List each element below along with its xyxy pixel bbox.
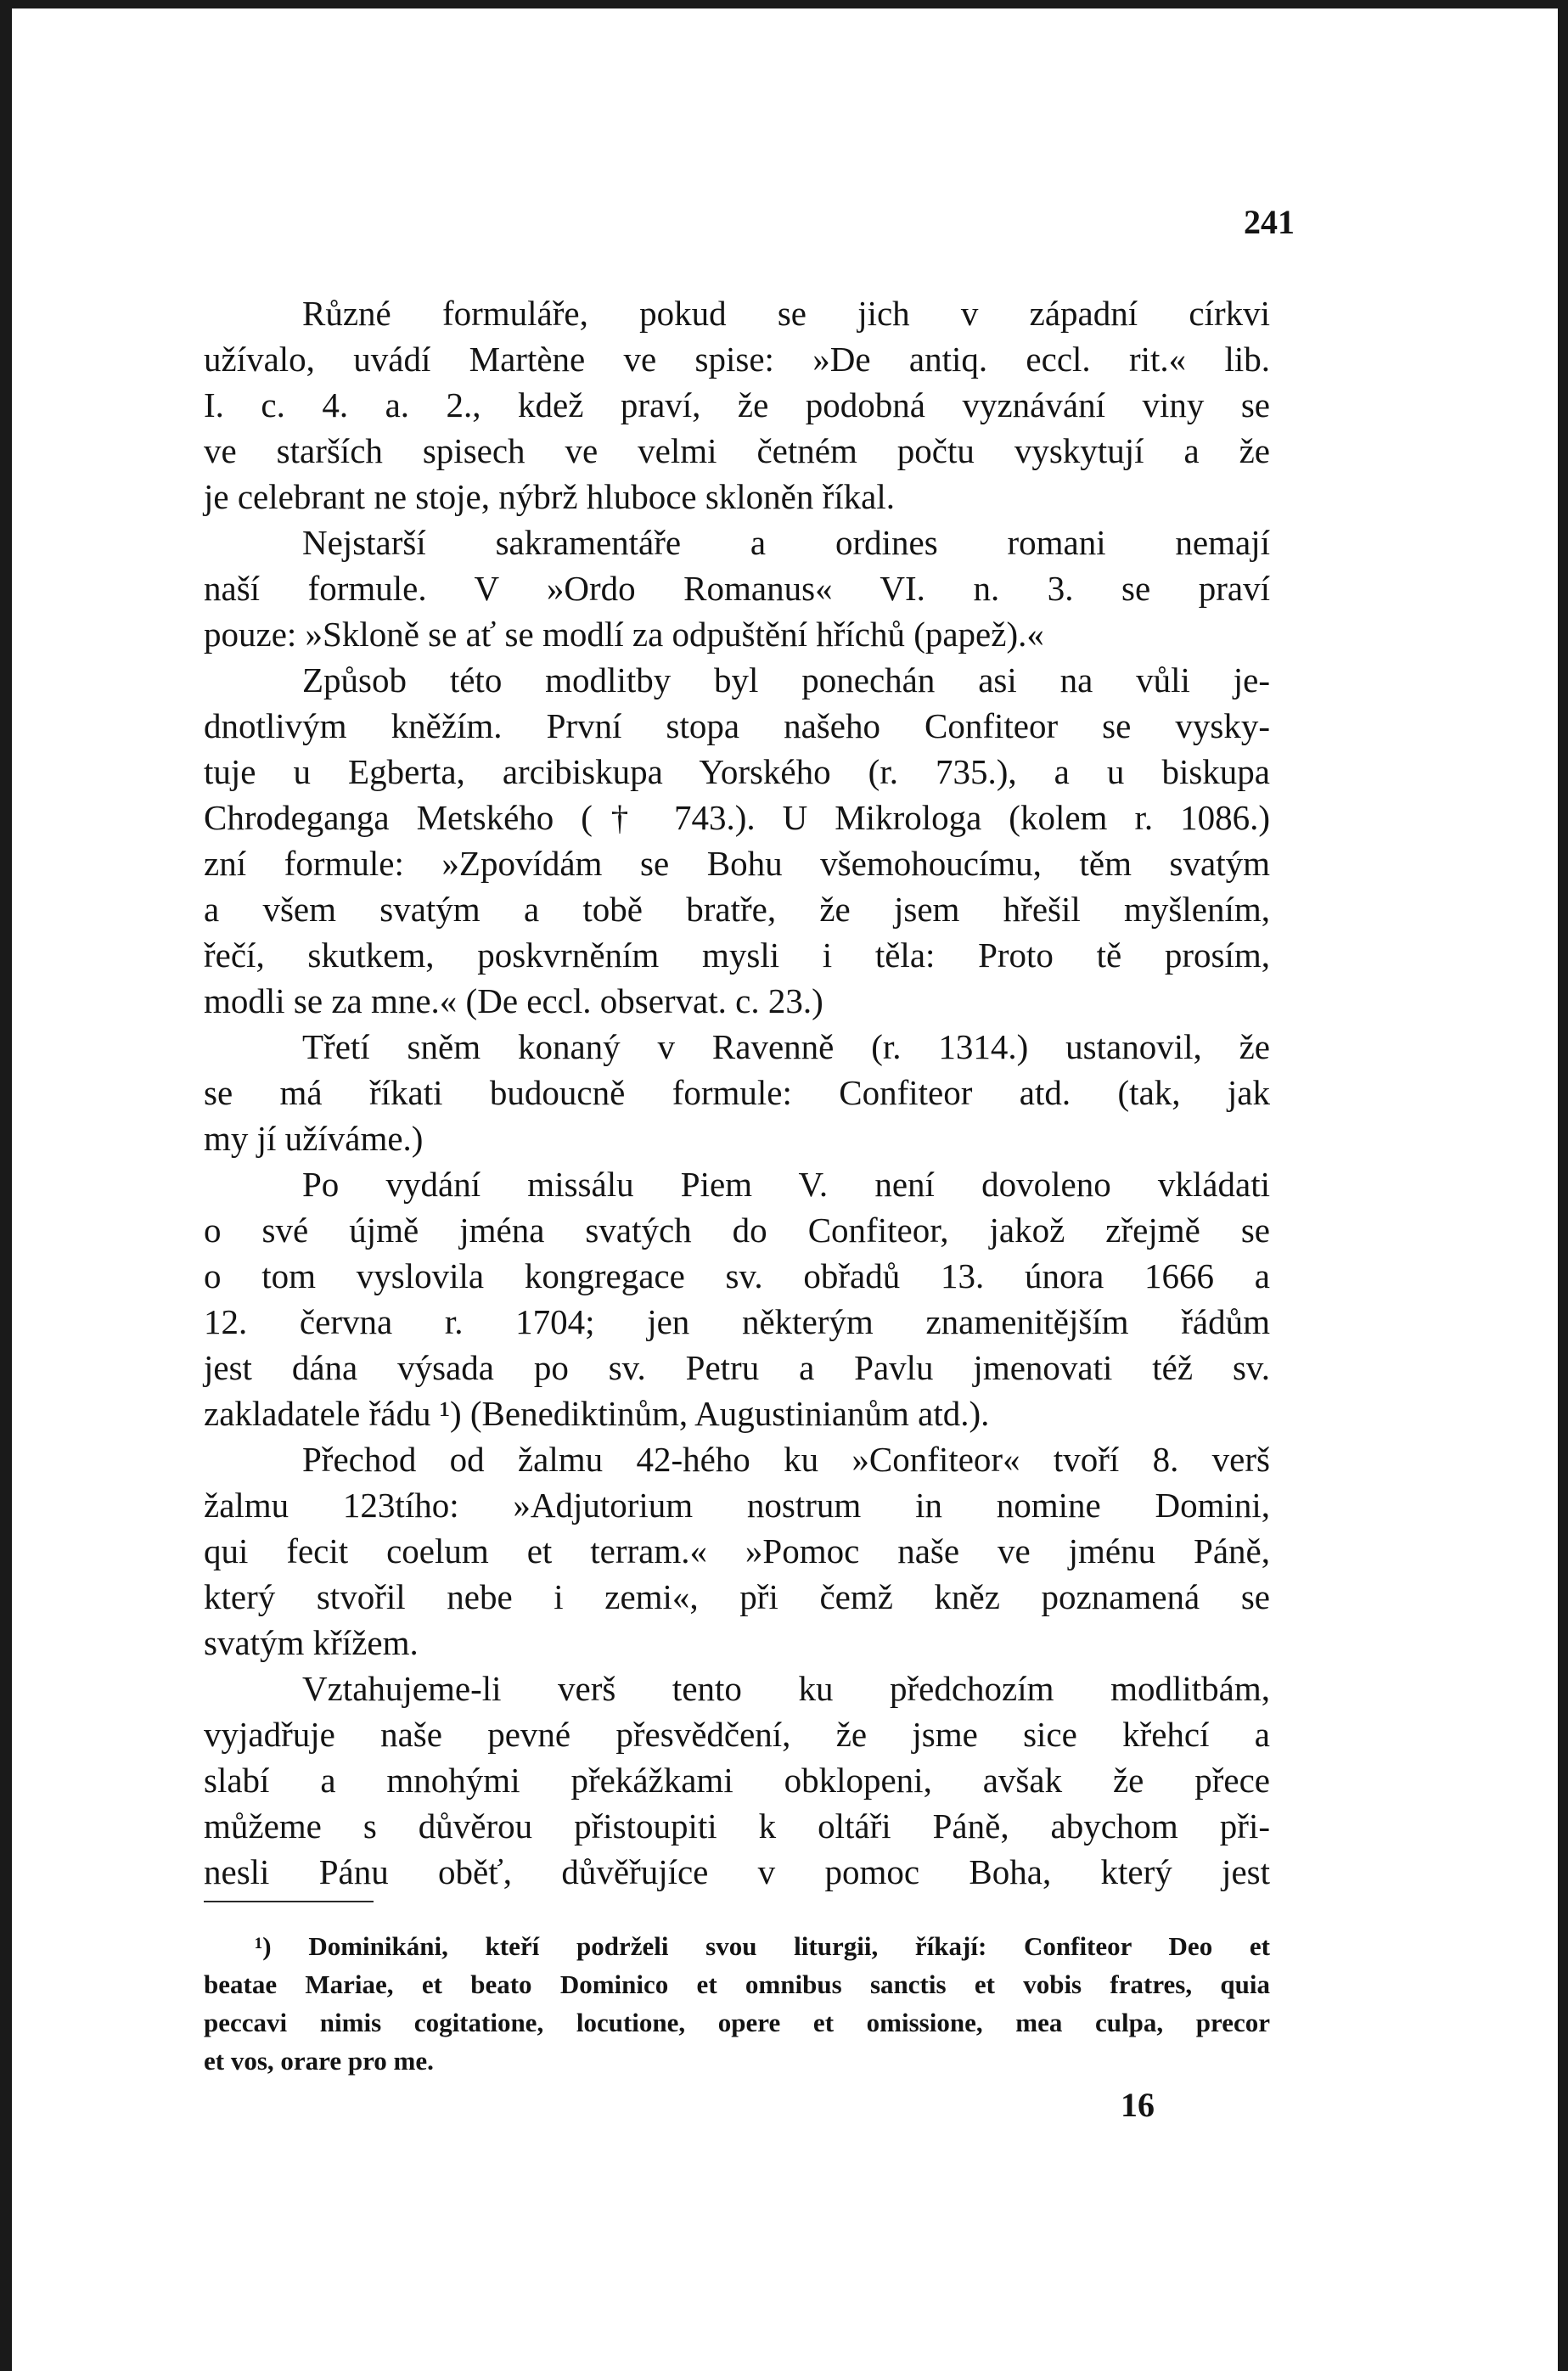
text-line: Přechod od žalmu 42-hého ku »Confiteor« tvoří 8. verš (302, 1440, 1270, 1479)
text-line: slabí a mnohými překážkami obklopeni, avšak že přece (204, 1761, 1270, 1800)
text-line: Způsob této modlitby byl ponechán asi na vůli je- (302, 660, 1270, 700)
footnote-line: beatae Mariae, et beato Dominico et omnibus sanctis et vobis fratres, quia (204, 1969, 1270, 1999)
text-line: naší formule. V »Ordo Romanus« VI. n. 3. se praví (204, 569, 1270, 608)
text-line: svatým křížem. (204, 1623, 419, 1662)
text-line: pouze: »Skloně se ať se modlí za odpuštění hříchů (papež).« (204, 615, 1044, 654)
text-line: o tom vyslovila kongregace sv. obřadů 13. února 1666 a (204, 1256, 1270, 1295)
footnote-separator (204, 1901, 374, 1902)
footnote-line: et vos, orare pro me. (204, 2046, 434, 2076)
scan-border-top (0, 0, 1568, 8)
text-line: Nejstarší sakramentáře a ordines romani nemají (302, 523, 1270, 562)
text-line: a všem svatým a tobě bratře, že jsem hřešil myšlením, (204, 890, 1270, 929)
page-number: 241 (1244, 203, 1295, 241)
text-line: jest dána výsada po sv. Petru a Pavlu jmenovati též sv. (204, 1348, 1270, 1387)
text-line: modli se za mne.« (De eccl. observat. c. 23.) (204, 981, 823, 1020)
body-text (204, 290, 1270, 1895)
scan-border-right (1558, 0, 1568, 2371)
text-line: zakladatele řádu ¹) (Benediktinům, Augustinianům atd.). (204, 1394, 990, 1433)
text-line: Různé formuláře, pokud se jich v západní církvi (302, 294, 1270, 333)
text-line: který stvořil nebe i zemi«, při čemž kněz poznamená se (204, 1577, 1270, 1616)
text-line: je celebrant ne stoje, nýbrž hluboce skloněn říkal. (204, 477, 896, 516)
text-line: ve starších spisech ve velmi četném počtu vyskytují a že (204, 431, 1270, 470)
text-line: o své újmě jména svatých do Confiteor, jakož zřejmě se (204, 1211, 1270, 1250)
text-line: nesli Pánu oběť, důvěřujíce v pomoc Boha, který jest (204, 1852, 1270, 1891)
text-line: 12. června r. 1704; jen některým znamenitějším řádům (204, 1302, 1270, 1341)
text-line: Vztahujeme-li verš tento ku předchozím modlitbám, (302, 1669, 1270, 1708)
text-line: my jí užíváme.) (204, 1119, 424, 1158)
footnote-line: ¹) Dominikáni, kteří podrželi svou liturgii, říkají: Confiteor Deo et (255, 1931, 1270, 1961)
text-line: qui fecit coelum et terram.« »Pomoc naše ve jménu Páně, (204, 1531, 1270, 1570)
text-line: užívalo, uvádí Martène ve spise: »De antiq. eccl. rit.« lib. (204, 340, 1270, 379)
text-line: řečí, skutkem, poskvrněním mysli i těla: Proto tě prosím, (204, 935, 1270, 975)
text-line: dnotlivým kněžím. První stopa našeho Confiteor se vysky- (204, 706, 1270, 745)
text-line: zní formule: »Zpovídám se Bohu všemohoucímu, těm svatým (204, 844, 1270, 883)
text-line: tuje u Egberta, arcibiskupa Yorského (r. 735.), a u biskupa (204, 752, 1270, 791)
text-line: Po vydání missálu Piem V. není dovoleno vkládati (302, 1165, 1270, 1204)
footnotes (204, 1927, 1270, 2080)
text-line: žalmu 123tího: »Adjutorium nostrum in nomine Domini, (204, 1486, 1270, 1525)
text-line: Chrodeganga Metského († 743.). U Mikrologa (kolem r. 1086.) (204, 798, 1270, 837)
text-line: Třetí sněm konaný v Ravenně (r. 1314.) ustanovil, že (302, 1027, 1270, 1066)
text-line: se má říkati budoucně formule: Confiteor atd. (tak, jak (204, 1073, 1270, 1112)
text-line: vyjadřuje naše pevné přesvědčení, že jsme sice křehcí a (204, 1715, 1270, 1754)
footnote-line: peccavi nimis cogitatione, locutione, opere et omissione, mea culpa, precor (204, 2008, 1270, 2037)
text-line: můžeme s důvěrou přistoupiti k oltáři Páně, abychom při- (204, 1806, 1270, 1846)
signature-mark: 16 (1121, 2086, 1155, 2124)
scan-border-left (0, 0, 12, 2371)
text-line: I. c. 4. a. 2., kdež praví, že podobná vyznávání viny se (204, 385, 1270, 424)
